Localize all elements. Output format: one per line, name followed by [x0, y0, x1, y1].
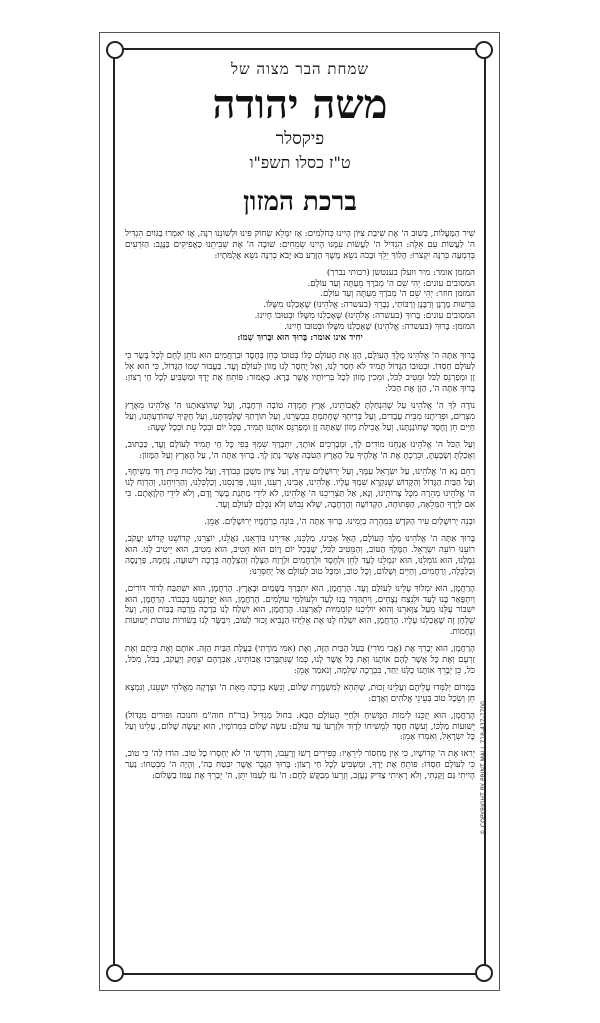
zimun-section: [125, 268, 475, 344]
paragraph-harachaman-1: הָרַחֲמָן, הוּא יִמְלוֹךְ עָלֵינוּ לְעוֹלָם וָעֶד. הָרַחֲמָן, הוּא יִתְבָּרַךְ בַּשָּׁמַיִם וּבָאָרֶץ. הָרַחֲמָן, הוּא יִשְׁתַּבַּח לְדוֹר דּוֹרִים, וְיִתְפָּאַר בָּנוּ לָעַד וּלְנֵצַח נְצָחִים, וְיִתְהַדַּר בָּנוּ לָעַד וּלְעוֹלְמֵי עוֹלָמִים. הָרַחֲמָן, הוּא יְפַרְנְסֵנוּ בְּכָבוֹד. הָרַחֲמָן, הוּא יִשְׁבּוֹר עֻלֵּנוּ מֵעַל צַוָּארֵנוּ וְהוּא יוֹלִיכֵנוּ קוֹמְמִיּוּת לְאַרְצֵנוּ. הָרַחֲמָן, הוּא יִשְׁלַח לָנוּ בְּרָכָה מְרֻבָּה בַּבַּיִת הַזֶּה, וְעַל שֻׁלְחָן זֶה שֶׁאָכַלְנוּ עָלָיו. הָרַחֲמָן, הוּא יִשְׁלַח לָנוּ אֶת אֵלִיָּהוּ הַנָּבִיא זָכוּר לַטּוֹב, וִיבַשֶּׂר לָנוּ בְּשׂוֹרוֹת טוֹבוֹת יְשׁוּעוֹת וְנֶחָמוֹת.: [125, 583, 475, 638]
frame-corner-ornament: [106, 41, 124, 59]
celebration-line: שמחת הבר מצוה של: [231, 60, 369, 78]
copyright-notice: © COPYRIGHT BY PRINT MALL 718-437-7700: [480, 701, 487, 835]
bar-mitzvah-name: משה יהודה: [212, 81, 388, 128]
paragraph-harachaman-3: הָרַחֲמָן, הוּא יְזַכֵּנוּ לִימוֹת הַמָּשִׁיחַ וּלְחַיֵּי הָעוֹלָם הַבָּא. בחול מַגְדִּיל (בר"ח חוה"מ וחנוכה ופורים מִגְדּוֹל) יְשׁוּעוֹת מַלְכּוֹ, וְעֹשֶׂה חֶסֶד לִמְשִׁיחוֹ לְדָוִד וּלְזַרְעוֹ עַד עוֹלָם: עֹשֶׂה שָׁלוֹם בִּמְרוֹמָיו, הוּא יַעֲשֶׂה שָׁלוֹם, עָלֵינוּ וְעַל כָּל יִשְׂרָאֵל, וְאִמְרוּ אָמֵן:: [125, 710, 475, 743]
zimun-line: המזמן אומר: מיר וועלן בענטשן (רבותי נברך): [326, 267, 475, 278]
paragraph-bamarom: בַּמָּרוֹם יְלַמְּדוּ עֲלֵיהֶם וְעָלֵינוּ זְכוּת, שֶׁתְּהֵא לְמִשְׁמֶרֶת שָׁלוֹם, וְנִשָּׂא בְרָכָה מֵאֵת ה' וּצְדָקָה מֵאֱלֹהֵי יִשְׁעֵנוּ, וְנִמְצָא חֵן וְשֵׂכֶל טוֹב בְּעֵינֵי אֱלֹהִים וְאָדָם:: [125, 682, 475, 704]
zimun-line: המסובים עונים: בָּרוּךְ (בעשרה: אֱלֹהֵינוּ) שֶׁאָכַלְנוּ מִשֶּׁלּוֹ וּבְטוּבוֹ חָיִינוּ.: [254, 310, 475, 321]
blessing-text: [125, 229, 475, 782]
paragraph-uvneh: וּבְנֵה יְרוּשָׁלַיִם עִיר הַקֹּדֶשׁ בִּמְהֵרָה בְיָמֵינוּ. בָּרוּךְ אַתָּה ה', בּוֹנֵה בְרַחֲמָיו יְרוּשָׁלָיִם. אָמֵן.: [204, 517, 475, 528]
paragraph-harachaman-2: הָרַחֲמָן, הוּא יְבָרֵךְ אֶת (אָבִי מוֹרִי) בַּעַל הַבַּיִת הַזֶּה, וְאֶת (אִמִּי מוֹרָתִי) בַּעֲלַת הַבַּיִת הַזֶּה. אוֹתָם וְאֶת בֵּיתָם וְאֶת זַרְעָם וְאֶת כָּל אֲשֶׁר לָהֶם אוֹתָנוּ וְאֶת כָּל אֲשֶׁר לָנוּ, כְּמוֹ שֶׁנִּתְבָּרְכוּ אֲבוֹתֵינוּ, אַבְרָהָם יִצְחָק וְיַעֲקֹב, בַּכֹּל, מִכֹּל, כֹּל, כֵּן יְבָרֵךְ אוֹתָנוּ כֻּלָּנוּ יַחַד, בִּבְרָכָה שְׁלֵמָה, וְנֹאמַר אָמֵן:: [125, 644, 475, 676]
paragraph-veal-hakol: וְעַל הַכֹּל ה' אֱלֹהֵינוּ אֲנַחְנוּ מוֹדִים לָךְ, וּמְבָרְכִים אוֹתָךְ, יִתְבָּרַךְ שִׁמְךָ בְּפִי כָּל חַי תָּמִיד לְעוֹלָם וָעֶד, כַּכָּתוּב, וְאָכַלְתָּ וְשָׂבָעְתָּ, וּבֵרַכְתָּ אֶת ה' אֱלֹהֶיךָ עַל הָאָרֶץ הַטֹּבָה אֲשֶׁר נָתַן לָךְ. בָּרוּךְ אַתָּה ה', עַל הָאָרֶץ וְעַל הַמָּזוֹן:: [125, 439, 475, 461]
zimun-line: בִּרְשׁוּת מָרָנָן וְרַבָּנָן וְרַבּוֹתַי, נְבָרֵךְ (בעשרה: אֱלֹהֵינוּ) שֶׁאָכַלְנוּ מִשֶּׁלּוֹ.: [263, 300, 475, 311]
frame-corner-ornament: [475, 41, 493, 59]
frame-corner-ornament: [475, 964, 493, 982]
page-title: ברכת המזון: [243, 187, 357, 217]
event-date: ט"ז כסלו תשפ"ו: [249, 153, 351, 172]
zimun-line: יחיד אינו אומר: בָּרוּךְ הוּא וּבָרוּךְ שְׁמוֹ:: [237, 332, 363, 343]
paragraph-yiru: יְראוּ אֶת ה' קְדוֹשָׁיו, כִּי אֵין מַחְסוֹר לִירֵאָיו: כְּפִירִים רָשׁוּ וְרָעֵבוּ, וְדֹרְשֵׁי ה' לֹא יַחְסְרוּ כָל טוֹב. הוֹדוּ לַה' כִּי טוֹב, כִּי לְעוֹלָם חַסְדּוֹ: פּוֹתֵחַ אֶת יָדֶךָ, וּמַשְׂבִּיעַ לְכָל חַי רָצוֹן: בָּרוּךְ הַגֶּבֶר אֲשֶׁר יִבְטַח בַּה', וְהָיָה ה' מִבְטַחוֹ: נַעַר הָיִיתִי גַּם זָקַנְתִּי, וְלֹא רָאִיתִי צַדִּיק נֶעֱזָב, וְזַרְעוֹ מְבַקֶּשׁ לָחֶם: ה' עֹז לְעַמּוֹ יִתֵּן, ה' יְבָרֵךְ אֶת עַמּוֹ בַשָּׁלוֹם:: [125, 749, 475, 782]
paragraph-hatov: בָּרוּךְ אַתָּה ה' אֱלֹהֵינוּ מֶלֶךְ הָעוֹלָם, הָאֵל אָבִינוּ, מַלְכֵּנוּ, אַדִּירֵנוּ בּוֹרְאֵנוּ, גֹּאֲלֵנוּ, יוֹצְרֵנוּ, קְדוֹשֵׁנוּ קְדוֹשׁ יַעֲקֹב, רוֹעֵנוּ רוֹעֵה יִשְׂרָאֵל. הַמֶּלֶךְ הַטּוֹב, וְהַמֵּטִיב לַכֹּל, שֶׁבְּכָל יוֹם וָיוֹם הוּא הֵטִיב, הוּא מֵטִיב, הוּא יֵיטִיב לָנוּ. הוּא גְמָלָנוּ, הוּא גוֹמְלֵנוּ, הוּא יִגְמְלֵנוּ לָעַד לְחֵן וּלְחֶסֶד וּלְרַחֲמִים וּלְרֶוַח הַצָּלָה וְהַצְלָחָה בְּרָכָה וִישׁוּעָה, נֶחָמָה, פַּרְנָסָה וְכַלְכָּלָה, וְרַחֲמִים, וְחַיִּים וְשָׁלוֹם, וְכָל טוֹב, וּמִכָּל טוּב לְעוֹלָם אַל יְחַסְּרֵנוּ:: [125, 533, 475, 577]
paragraph-rachem: רַחֵם נָא ה' אֱלֹהֵינוּ, עַל יִשְׂרָאֵל עַמֶּךָ, וְעַל יְרוּשָׁלַיִם עִירֶךָ, וְעַל צִיּוֹן מִשְׁכַּן כְּבוֹדֶךָ, וְעַל מַלְכוּת בֵּית דָּוִד מְשִׁיחֶךָ, וְעַל הַבַּיִת הַגָּדוֹל וְהַקָּדוֹשׁ שֶׁנִּקְרָא שִׁמְךָ עָלָיו. אֱלֹהֵינוּ, אָבִינוּ, רְעֵנוּ, זוּנֵנוּ, פַּרְנְסֵנוּ, וְכַלְכְּלֵנוּ, וְהַרְוִיחֵנוּ, וְהַרְוַח לָנוּ ה' אֱלֹהֵינוּ מְהֵרָה מִכָּל צָרוֹתֵינוּ, וְנָא, אַל תַּצְרִיכֵנוּ ה' אֱלֹהֵינוּ, לֹא לִידֵי מַתְּנַת בָּשָׂר וָדָם, וְלֹא לִידֵי הַלְוָאָתָם. כִּי אִם לְיָדְךָ הַמְּלֵאָה, הַפְּתוּחָה, הַקְּדוֹשָׁה וְהָרְחָבָה, שֶׁלֹּא נֵבוֹשׁ וְלֹא נִכָּלֵם לְעוֹלָם וָעֶד.: [125, 467, 475, 511]
zimun-line: המסובים עונים: יְהִי שֵׁם ה' מְבֹרָךְ מֵעַתָּה וְעַד עוֹלָם.: [307, 278, 475, 289]
frame-corner-ornament: [106, 964, 124, 982]
zimun-line: המזמן: בָּרוּךְ (בעשרה: אֱלֹהֵינוּ) שֶׁאָכַלְנוּ מִשֶּׁלּוֹ וּבְטוּבוֹ חָיִינוּ.: [284, 321, 475, 332]
zimun-line: המזמן חוזר: יְהִי שֵׁם ה' מְבֹרָךְ מֵעַתָּה וְעַד עוֹלָם.: [320, 289, 475, 300]
paragraph-shir-hamaalot: שִׁיר הַמַּעֲלוֹת, בְּשׁוּב ה' אֶת שִׁיבַת צִיּוֹן הָיִינוּ כְּחֹלְמִים: אָז יִמָּלֵא שְׂחוֹק פִּינוּ וּלְשׁוֹנֵנוּ רִנָּה, אָז יֹאמְרוּ בַגּוֹיִם הִגְדִּיל ה' לַעֲשׂוֹת עִם אֵלֶּה: הִגְדִּיל ה' לַעֲשׂוֹת עִמָּנוּ הָיִינוּ שְׂמֵחִים: שׁוּבָה ה' אֶת שְׁבִיתֵנוּ כַּאֲפִיקִים בַּנֶּגֶב: הַזֹּרְעִים בְּדִמְעָה בְּרִנָּה יִקְצֹרוּ: הָלוֹךְ יֵלֵךְ וּבָכֹה נֹשֵׂא מֶשֶׁךְ הַזָּרַע בֹּא יָבֹא בְרִנָּה נֹשֵׂא אֲלֻמֹּתָיו:: [125, 229, 475, 261]
bentcher-content: [125, 58, 475, 963]
paragraph-hazan: בָּרוּךְ אַתָּה ה' אֱלֹהֵינוּ מֶלֶךְ הָעוֹלָם, הַזָּן אֶת הָעוֹלָם כֻּלּוֹ בְּטוּבוֹ בְּחֵן בְּחֶסֶד וּבְרַחֲמִים הוּא נוֹתֵן לֶחֶם לְכָל בָּשָׂר כִּי לְעוֹלָם חַסְדּוֹ. וּבְטוּבוֹ הַגָּדוֹל תָּמִיד לֹא חָסַר לָנוּ, וְאַל יֶחְסַר לָנוּ מָזוֹן לְעוֹלָם וָעֶד. בַּעֲבוּר שְׁמוֹ הַגָּדוֹל, כִּי הוּא אֵל זָן וּמְפַרְנֵס לַכֹּל וּמֵטִיב לַכֹּל, וּמֵכִין מָזוֹן לְכָל בְּרִיּוֹתָיו אֲשֶׁר בָּרָא. כָּאָמוּר: פּוֹתֵחַ אֶת יָדֶךָ וּמַשְׂבִּיעַ לְכָל חַי רָצוֹן: בָּרוּךְ אַתָּה ה', הַזָּן אֶת הַכֹּל:: [125, 351, 475, 395]
paragraph-nodeh: נוֹדֶה לְּךָ ה' אֱלֹהֵינוּ עַל שֶׁהִנְחַלְתָּ לַאֲבוֹתֵינוּ, אֶרֶץ חֶמְדָּה טוֹבָה וּרְחָבָה, וְעַל שֶׁהוֹצֵאתָנוּ ה' אֱלֹהֵינוּ מֵאֶרֶץ מִצְרַיִם, וּפְדִיתָנוּ מִבֵּית עֲבָדִים, וְעַל בְּרִיתְךָ שֶׁחָתַמְתָּ בִּבְשָׂרֵנוּ, וְעַל תּוֹרָתְךָ שֶׁלִּמַּדְתָּנוּ, וְעַל חֻקֶּיךָ שֶׁהוֹדַעְתָּנוּ, וְעַל חַיִּים חֵן וָחֶסֶד שֶׁחוֹנַנְתָּנוּ, וְעַל אֲכִילַת מָזוֹן שָׁאַתָּה זָן וּמְפַרְנֵס אוֹתָנוּ תָּמִיד, בְּכָל יוֹם וּבְכָל עֵת וּבְכָל שָׁעָה:: [125, 400, 475, 433]
family-name: פיקסלר: [275, 129, 325, 149]
